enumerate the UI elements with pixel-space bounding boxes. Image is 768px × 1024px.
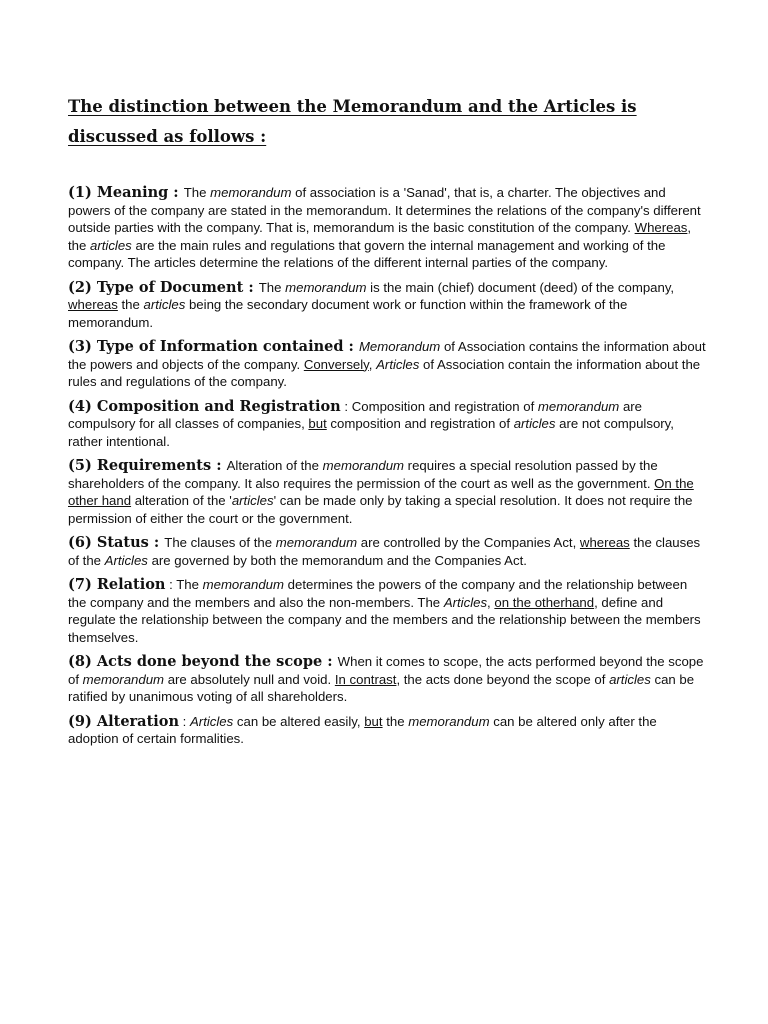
body-text: : The <box>165 577 203 592</box>
body-text: : Composition and registration of <box>340 398 538 414</box>
body-text: can be altered easily, <box>233 713 365 729</box>
body-text: , <box>487 594 495 610</box>
underlined-connector: whereas <box>68 297 118 312</box>
body-text: the <box>382 713 409 729</box>
body-text: being the secondary document work or function within the framework of the memorandum. <box>68 297 628 330</box>
italic-term: articles <box>513 416 556 431</box>
italic-term: Memorandum <box>358 339 441 354</box>
section-heading: (1) Meaning : <box>68 184 184 201</box>
italic-term: memorandum <box>210 185 292 200</box>
italic-term: Articles <box>376 356 420 372</box>
italic-term: Articles <box>190 713 234 729</box>
body-text: are not compulsory, rather intentional. <box>68 416 674 449</box>
body-text: , define and regulate the relationship between the company and the members and the relationship between the members themselves. <box>68 594 701 645</box>
body-text: composition and registration of <box>326 416 514 431</box>
page-title-text: The distinction between the Memorandum and the Articles is discussed as follows : <box>68 97 637 146</box>
body-text: are absolutely null and void. <box>164 671 335 687</box>
italic-term: memorandum <box>202 577 284 592</box>
body-text: is the main (chief) document (deed) of the company, <box>366 279 675 295</box>
italic-term: articles <box>90 237 132 253</box>
body-text: of Association contain the information about the rules and regulations of the company. <box>68 356 701 389</box>
body-text: can be ratified by unanimous voting of all shareholders. <box>68 671 695 704</box>
body-text: the clauses of the <box>68 535 701 568</box>
body-text: The <box>258 279 286 295</box>
section-heading: (5) Requirements : <box>68 457 227 474</box>
section-paragraph-4 <box>68 398 708 451</box>
body-text: When it comes to scope, the acts performed beyond the scope of <box>68 654 704 687</box>
sections-container <box>68 184 708 755</box>
section-heading: (8) Acts done beyond the scope : <box>68 653 338 670</box>
italic-term: memorandum <box>82 671 165 687</box>
body-text: are governed by both the memorandum and the Companies Act. <box>147 552 527 568</box>
section-paragraph-1 <box>68 184 708 272</box>
body-text: the <box>117 297 144 312</box>
body-text: , the acts done beyond the scope of <box>396 671 610 687</box>
body-text: can be altered only after the adoption of certain formalities. <box>68 713 657 746</box>
italic-term: articles <box>609 671 651 687</box>
body-text: are the main rules and regulations that govern the internal management and working of the company. The articles determine the relations of the different internal parties of the company. <box>68 237 666 270</box>
body-text: determines the powers of the company and the relationship between the company and the members and also the non-members. The <box>68 577 688 610</box>
body-text: Alteration of the <box>226 458 323 473</box>
underlined-connector: on the otherhand <box>494 594 595 610</box>
body-text: The clauses of the <box>164 535 276 550</box>
italic-term: memorandum <box>537 398 620 414</box>
section-heading: (3) Type of Information contained : <box>68 338 359 355</box>
italic-term: articles <box>143 297 186 312</box>
body-text: alteration of the ' <box>131 493 232 508</box>
italic-term: Articles <box>443 594 488 610</box>
body-text: of Association contains the information about the powers and objects of the company. <box>68 339 706 372</box>
section-paragraph-5 <box>68 457 708 527</box>
section-heading: (7) Relation <box>68 576 166 593</box>
section-paragraph-6 <box>68 534 708 569</box>
page-title <box>68 92 708 152</box>
section-paragraph-7 <box>68 576 708 646</box>
body-text: : <box>179 713 190 729</box>
underlined-connector: In contrast <box>334 671 397 687</box>
section-heading: (2) Type of Document : <box>68 278 259 296</box>
body-text: are controlled by the Companies Act, <box>357 535 580 550</box>
body-text: , <box>368 356 377 372</box>
section-heading: (6) Status : <box>68 534 165 551</box>
body-text: of association is a 'Sanad', that is, a charter. The objectives and powers of the company are stated in the memorandum. It determines the relations of the company's different outside parties with the company. That is, memorandum is the basic constitution of the company. <box>68 185 701 235</box>
section-heading: (4) Composition and Registration <box>68 397 341 415</box>
italic-term: memorandum <box>275 535 358 550</box>
body-text: ' can be made only by taking a special resolution. It does not require the permission of either the court or the government. <box>68 493 693 526</box>
underlined-connector: whereas <box>579 535 630 550</box>
body-text: are compulsory for all classes of companies, <box>68 398 643 431</box>
underlined-connector: but <box>308 416 327 431</box>
underlined-connector: Whereas <box>634 220 688 235</box>
italic-term: memorandum <box>285 279 367 295</box>
italic-term: memorandum <box>322 458 405 473</box>
italic-term: memorandum <box>408 713 490 729</box>
italic-term: articles <box>231 493 274 508</box>
body-text: requires a special resolution passed by the shareholders of the company. It also requires the permission of the court as well as the government. <box>68 458 658 491</box>
section-paragraph-3 <box>68 338 708 391</box>
section-paragraph-8 <box>68 653 708 706</box>
body-text: , the <box>68 220 692 253</box>
section-paragraph-9 <box>68 713 708 748</box>
body-text: The <box>183 185 211 200</box>
italic-term: Articles <box>104 552 148 568</box>
underlined-connector: On the other hand <box>68 475 694 508</box>
section-paragraph-2 <box>68 279 708 332</box>
section-heading: (9) Alteration <box>68 712 179 730</box>
underlined-connector: Conversely <box>303 356 369 372</box>
underlined-connector: but <box>364 713 383 729</box>
